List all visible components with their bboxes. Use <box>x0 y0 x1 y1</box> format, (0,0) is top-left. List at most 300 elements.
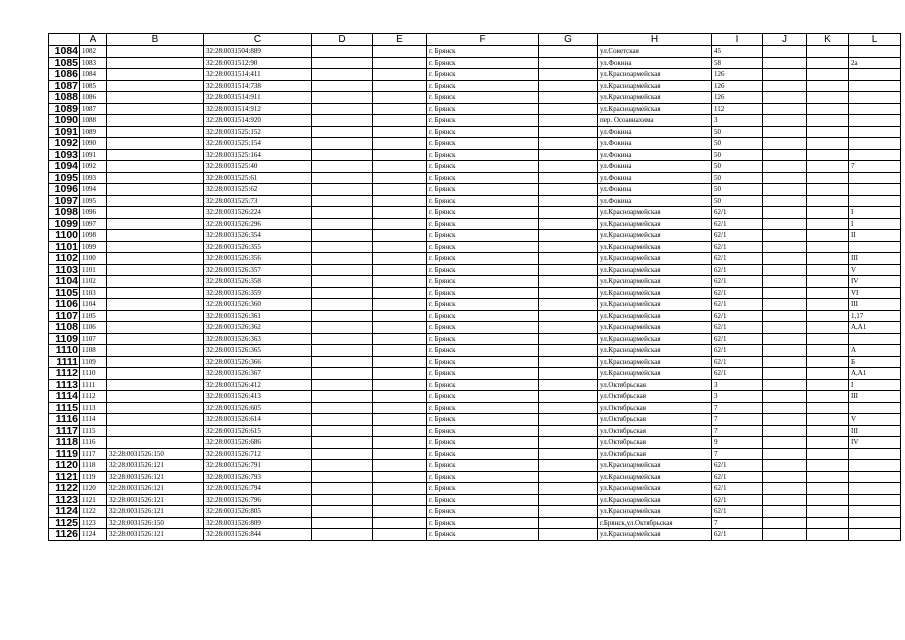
cell-l[interactable] <box>849 138 901 150</box>
cell-a[interactable]: 1112 <box>80 391 107 403</box>
cell-d[interactable] <box>312 517 373 529</box>
cell-j[interactable] <box>763 333 807 345</box>
cell-i[interactable]: 62/1 <box>712 345 763 357</box>
cell-k[interactable] <box>807 69 849 81</box>
cell-j[interactable] <box>763 529 807 541</box>
cell-b[interactable] <box>107 253 204 265</box>
cell-e[interactable] <box>373 483 427 495</box>
cell-a[interactable]: 1090 <box>80 138 107 150</box>
cell-h[interactable]: ул.Фокина <box>598 149 712 161</box>
cell-a[interactable]: 1122 <box>80 506 107 518</box>
cell-h[interactable]: ул.Красноармейская <box>598 253 712 265</box>
cell-l[interactable]: IV <box>849 437 901 449</box>
cell-l[interactable] <box>849 149 901 161</box>
cell-e[interactable] <box>373 345 427 357</box>
cell-c[interactable]: 32:28:0031514:411 <box>204 69 312 81</box>
cell-l[interactable] <box>849 195 901 207</box>
cell-a[interactable]: 1099 <box>80 241 107 253</box>
cell-j[interactable] <box>763 80 807 92</box>
cell-f[interactable]: г. Брянск <box>427 276 539 288</box>
cell-h[interactable]: ул.Красноармейская <box>598 310 712 322</box>
cell-a[interactable]: 1114 <box>80 414 107 426</box>
cell-e[interactable] <box>373 310 427 322</box>
cell-e[interactable] <box>373 218 427 230</box>
cell-k[interactable] <box>807 115 849 127</box>
cell-c[interactable]: 32:28:0031526:805 <box>204 506 312 518</box>
cell-b[interactable]: 32:28:0031526:121 <box>107 460 204 472</box>
cell-h[interactable]: ул.Красноармейская <box>598 80 712 92</box>
row-number[interactable]: 1115 <box>49 402 80 414</box>
cell-g[interactable] <box>539 460 598 472</box>
row-number[interactable]: 1125 <box>49 517 80 529</box>
cell-l[interactable] <box>849 172 901 184</box>
cell-d[interactable] <box>312 126 373 138</box>
cell-f[interactable]: г. Брянск <box>427 80 539 92</box>
cell-c[interactable]: 32:28:0031526:354 <box>204 230 312 242</box>
cell-a[interactable]: 1115 <box>80 425 107 437</box>
cell-c[interactable]: 32:28:0031526:605 <box>204 402 312 414</box>
cell-j[interactable] <box>763 471 807 483</box>
cell-k[interactable] <box>807 494 849 506</box>
cell-l[interactable]: I <box>849 207 901 219</box>
cell-d[interactable] <box>312 391 373 403</box>
cell-e[interactable] <box>373 448 427 460</box>
cell-i[interactable]: 62/1 <box>712 299 763 311</box>
row-number[interactable]: 1084 <box>49 46 80 58</box>
cell-b[interactable] <box>107 437 204 449</box>
cell-b[interactable] <box>107 241 204 253</box>
cell-h[interactable]: ул.Красноармейская <box>598 69 712 81</box>
cell-g[interactable] <box>539 483 598 495</box>
cell-j[interactable] <box>763 379 807 391</box>
row-number[interactable]: 1089 <box>49 103 80 115</box>
cell-g[interactable] <box>539 126 598 138</box>
cell-c[interactable]: 32:28:0031526:357 <box>204 264 312 276</box>
row-number[interactable]: 1086 <box>49 69 80 81</box>
column-header-f[interactable]: F <box>427 34 539 46</box>
cell-a[interactable]: 1116 <box>80 437 107 449</box>
cell-f[interactable]: г. Брянск <box>427 138 539 150</box>
cell-l[interactable]: IV <box>849 276 901 288</box>
cell-e[interactable] <box>373 195 427 207</box>
cell-e[interactable] <box>373 322 427 334</box>
cell-f[interactable]: г. Брянск <box>427 172 539 184</box>
cell-a[interactable]: 1101 <box>80 264 107 276</box>
cell-i[interactable]: 62/1 <box>712 506 763 518</box>
cell-e[interactable] <box>373 414 427 426</box>
cell-f[interactable]: г. Брянск <box>427 402 539 414</box>
cell-a[interactable]: 1119 <box>80 471 107 483</box>
cell-f[interactable]: г. Брянск <box>427 391 539 403</box>
cell-f[interactable]: г. Брянск <box>427 425 539 437</box>
row-number[interactable]: 1088 <box>49 92 80 104</box>
cell-k[interactable] <box>807 460 849 472</box>
cell-j[interactable] <box>763 195 807 207</box>
cell-b[interactable] <box>107 207 204 219</box>
cell-h[interactable]: ул.Красноармейская <box>598 471 712 483</box>
cell-i[interactable]: 62/1 <box>712 207 763 219</box>
cell-h[interactable]: ул.Октябрьская <box>598 425 712 437</box>
cell-b[interactable] <box>107 46 204 58</box>
cell-f[interactable]: г. Брянск <box>427 368 539 380</box>
cell-c[interactable]: 32:28:0031526:809 <box>204 517 312 529</box>
cell-d[interactable] <box>312 506 373 518</box>
cell-k[interactable] <box>807 253 849 265</box>
cell-a[interactable]: 1084 <box>80 69 107 81</box>
cell-i[interactable]: 62/1 <box>712 494 763 506</box>
cell-d[interactable] <box>312 161 373 173</box>
cell-d[interactable] <box>312 345 373 357</box>
cell-g[interactable] <box>539 184 598 196</box>
cell-c[interactable]: 32:28:0031526:367 <box>204 368 312 380</box>
cell-b[interactable]: 32:28:0031526:121 <box>107 483 204 495</box>
cell-a[interactable]: 1110 <box>80 368 107 380</box>
row-number[interactable]: 1111 <box>49 356 80 368</box>
cell-k[interactable] <box>807 448 849 460</box>
cell-g[interactable] <box>539 425 598 437</box>
cell-i[interactable]: 50 <box>712 184 763 196</box>
cell-d[interactable] <box>312 414 373 426</box>
cell-h[interactable]: ул.Октябрьская <box>598 414 712 426</box>
cell-h[interactable]: ул.Красноармейская <box>598 299 712 311</box>
cell-g[interactable] <box>539 230 598 242</box>
cell-c[interactable]: 32:28:0031525:154 <box>204 138 312 150</box>
cell-k[interactable] <box>807 126 849 138</box>
cell-d[interactable] <box>312 368 373 380</box>
cell-c[interactable]: 32:28:0031526:712 <box>204 448 312 460</box>
cell-f[interactable]: г. Брянск <box>427 57 539 69</box>
cell-k[interactable] <box>807 437 849 449</box>
cell-c[interactable]: 32:28:0031526:844 <box>204 529 312 541</box>
cell-h[interactable]: ул.Красноармейская <box>598 506 712 518</box>
cell-h[interactable]: ул.Фокина <box>598 195 712 207</box>
cell-c[interactable]: 32:28:0031514:738 <box>204 80 312 92</box>
cell-e[interactable] <box>373 138 427 150</box>
cell-b[interactable]: 32:28:0031526:150 <box>107 448 204 460</box>
cell-h[interactable]: пер. Осоавиахима <box>598 115 712 127</box>
cell-i[interactable]: 50 <box>712 172 763 184</box>
cell-g[interactable] <box>539 414 598 426</box>
cell-c[interactable]: 32:28:0031514:920 <box>204 115 312 127</box>
cell-c[interactable]: 32:28:0031526:361 <box>204 310 312 322</box>
cell-j[interactable] <box>763 356 807 368</box>
cell-l[interactable]: III <box>849 425 901 437</box>
row-number[interactable]: 1099 <box>49 218 80 230</box>
cell-d[interactable] <box>312 333 373 345</box>
cell-k[interactable] <box>807 517 849 529</box>
cell-b[interactable] <box>107 103 204 115</box>
cell-i[interactable]: 50 <box>712 149 763 161</box>
cell-h[interactable]: ул.Советская <box>598 46 712 58</box>
cell-e[interactable] <box>373 276 427 288</box>
row-number[interactable]: 1107 <box>49 310 80 322</box>
row-number[interactable]: 1096 <box>49 184 80 196</box>
cell-b[interactable] <box>107 333 204 345</box>
cell-b[interactable]: 32:28:0031526:121 <box>107 494 204 506</box>
cell-i[interactable]: 50 <box>712 161 763 173</box>
cell-i[interactable]: 62/1 <box>712 368 763 380</box>
column-header-h[interactable]: H <box>598 34 712 46</box>
cell-d[interactable] <box>312 230 373 242</box>
row-number[interactable]: 1090 <box>49 115 80 127</box>
cell-b[interactable] <box>107 172 204 184</box>
row-number[interactable]: 1105 <box>49 287 80 299</box>
cell-a[interactable]: 1107 <box>80 333 107 345</box>
cell-h[interactable]: ул.Октябрьская <box>598 379 712 391</box>
cell-l[interactable]: V <box>849 264 901 276</box>
cell-l[interactable] <box>849 115 901 127</box>
cell-l[interactable] <box>849 126 901 138</box>
cell-h[interactable]: ул.Красноармейская <box>598 218 712 230</box>
cell-l[interactable]: III <box>849 391 901 403</box>
cell-d[interactable] <box>312 322 373 334</box>
cell-h[interactable]: ул.Красноармейская <box>598 345 712 357</box>
cell-f[interactable]: г. Брянск <box>427 241 539 253</box>
cell-l[interactable] <box>849 402 901 414</box>
cell-e[interactable] <box>373 241 427 253</box>
cell-k[interactable] <box>807 264 849 276</box>
cell-e[interactable] <box>373 172 427 184</box>
cell-g[interactable] <box>539 322 598 334</box>
cell-l[interactable]: III <box>849 299 901 311</box>
cell-b[interactable] <box>107 218 204 230</box>
cell-c[interactable]: 32:28:0031526:793 <box>204 471 312 483</box>
cell-j[interactable] <box>763 57 807 69</box>
cell-k[interactable] <box>807 356 849 368</box>
cell-b[interactable] <box>107 345 204 357</box>
cell-f[interactable]: г. Брянск <box>427 46 539 58</box>
cell-b[interactable] <box>107 57 204 69</box>
cell-i[interactable]: 7 <box>712 517 763 529</box>
cell-g[interactable] <box>539 506 598 518</box>
cell-c[interactable]: 32:28:0031526:355 <box>204 241 312 253</box>
cell-a[interactable]: 1104 <box>80 299 107 311</box>
cell-f[interactable]: г. Брянск <box>427 333 539 345</box>
row-number[interactable]: 1100 <box>49 230 80 242</box>
cell-l[interactable]: III <box>849 253 901 265</box>
cell-b[interactable] <box>107 391 204 403</box>
cell-h[interactable]: ул.Фокина <box>598 126 712 138</box>
cell-e[interactable] <box>373 517 427 529</box>
cell-e[interactable] <box>373 253 427 265</box>
cell-d[interactable] <box>312 448 373 460</box>
cell-e[interactable] <box>373 264 427 276</box>
cell-l[interactable]: 1,17 <box>849 310 901 322</box>
cell-h[interactable]: г.Брянск,ул.Октябрьская <box>598 517 712 529</box>
cell-g[interactable] <box>539 57 598 69</box>
cell-f[interactable]: г. Брянск <box>427 494 539 506</box>
cell-a[interactable]: 1118 <box>80 460 107 472</box>
cell-l[interactable]: V <box>849 414 901 426</box>
cell-f[interactable]: г. Брянск <box>427 414 539 426</box>
cell-j[interactable] <box>763 506 807 518</box>
cell-j[interactable] <box>763 138 807 150</box>
cell-b[interactable] <box>107 264 204 276</box>
cell-k[interactable] <box>807 276 849 288</box>
cell-h[interactable]: ул.Красноармейская <box>598 241 712 253</box>
cell-g[interactable] <box>539 402 598 414</box>
cell-a[interactable]: 1111 <box>80 379 107 391</box>
cell-e[interactable] <box>373 506 427 518</box>
cell-h[interactable]: ул.Красноармейская <box>598 287 712 299</box>
cell-c[interactable]: 32:28:0031514:911 <box>204 92 312 104</box>
cell-k[interactable] <box>807 161 849 173</box>
cell-k[interactable] <box>807 103 849 115</box>
cell-l[interactable]: 2а <box>849 57 901 69</box>
cell-f[interactable]: г. Брянск <box>427 184 539 196</box>
cell-b[interactable] <box>107 402 204 414</box>
cell-e[interactable] <box>373 529 427 541</box>
cell-l[interactable] <box>849 471 901 483</box>
cell-g[interactable] <box>539 253 598 265</box>
column-header-j[interactable]: J <box>763 34 807 46</box>
cell-l[interactable] <box>849 494 901 506</box>
cell-h[interactable]: ул.Октябрьская <box>598 448 712 460</box>
cell-f[interactable]: г. Брянск <box>427 218 539 230</box>
cell-g[interactable] <box>539 310 598 322</box>
cell-k[interactable] <box>807 391 849 403</box>
cell-e[interactable] <box>373 230 427 242</box>
cell-e[interactable] <box>373 460 427 472</box>
cell-a[interactable]: 1113 <box>80 402 107 414</box>
cell-l[interactable]: II <box>849 230 901 242</box>
cell-k[interactable] <box>807 287 849 299</box>
cell-j[interactable] <box>763 172 807 184</box>
cell-f[interactable]: г. Брянск <box>427 126 539 138</box>
cell-i[interactable]: 62/1 <box>712 276 763 288</box>
row-number[interactable]: 1119 <box>49 448 80 460</box>
column-header-g[interactable]: G <box>539 34 598 46</box>
row-number[interactable]: 1118 <box>49 437 80 449</box>
cell-c[interactable]: 32:28:0031526:365 <box>204 345 312 357</box>
cell-e[interactable] <box>373 92 427 104</box>
cell-c[interactable]: 32:28:0031504:889 <box>204 46 312 58</box>
cell-j[interactable] <box>763 241 807 253</box>
cell-i[interactable]: 7 <box>712 414 763 426</box>
cell-d[interactable] <box>312 57 373 69</box>
cell-h[interactable]: ул.Красноармейская <box>598 483 712 495</box>
cell-b[interactable] <box>107 368 204 380</box>
cell-e[interactable] <box>373 184 427 196</box>
cell-e[interactable] <box>373 379 427 391</box>
cell-c[interactable]: 32:28:0031525:73 <box>204 195 312 207</box>
cell-g[interactable] <box>539 471 598 483</box>
cell-g[interactable] <box>539 138 598 150</box>
cell-g[interactable] <box>539 299 598 311</box>
row-number[interactable]: 1124 <box>49 506 80 518</box>
cell-f[interactable]: г. Брянск <box>427 379 539 391</box>
cell-b[interactable]: 32:28:0031526:150 <box>107 517 204 529</box>
cell-a[interactable]: 1120 <box>80 483 107 495</box>
cell-a[interactable]: 1103 <box>80 287 107 299</box>
cell-e[interactable] <box>373 69 427 81</box>
column-header-d[interactable]: D <box>312 34 373 46</box>
cell-k[interactable] <box>807 368 849 380</box>
cell-k[interactable] <box>807 345 849 357</box>
cell-f[interactable]: г. Брянск <box>427 322 539 334</box>
cell-k[interactable] <box>807 483 849 495</box>
cell-a[interactable]: 1102 <box>80 276 107 288</box>
cell-h[interactable]: ул.Красноармейская <box>598 92 712 104</box>
row-number[interactable]: 1109 <box>49 333 80 345</box>
cell-d[interactable] <box>312 287 373 299</box>
cell-b[interactable] <box>107 379 204 391</box>
row-number[interactable]: 1093 <box>49 149 80 161</box>
cell-b[interactable] <box>107 425 204 437</box>
cell-j[interactable] <box>763 517 807 529</box>
cell-f[interactable]: г. Брянск <box>427 460 539 472</box>
cell-c[interactable]: 32:28:0031512:90 <box>204 57 312 69</box>
cell-k[interactable] <box>807 57 849 69</box>
cell-a[interactable]: 1093 <box>80 172 107 184</box>
cell-g[interactable] <box>539 368 598 380</box>
cell-h[interactable]: ул.Красноармейская <box>598 356 712 368</box>
cell-a[interactable]: 1121 <box>80 494 107 506</box>
cell-j[interactable] <box>763 322 807 334</box>
cell-l[interactable]: 7 <box>849 161 901 173</box>
cell-k[interactable] <box>807 46 849 58</box>
cell-g[interactable] <box>539 345 598 357</box>
cell-l[interactable]: I <box>849 379 901 391</box>
cell-e[interactable] <box>373 425 427 437</box>
cell-b[interactable] <box>107 138 204 150</box>
cell-g[interactable] <box>539 264 598 276</box>
cell-k[interactable] <box>807 333 849 345</box>
cell-b[interactable] <box>107 92 204 104</box>
cell-f[interactable]: г. Брянск <box>427 253 539 265</box>
cell-f[interactable]: г. Брянск <box>427 517 539 529</box>
row-number[interactable]: 1116 <box>49 414 80 426</box>
cell-f[interactable]: г. Брянск <box>427 92 539 104</box>
cell-d[interactable] <box>312 218 373 230</box>
cell-c[interactable]: 32:28:0031525:152 <box>204 126 312 138</box>
cell-h[interactable]: ул.Красноармейская <box>598 322 712 334</box>
cell-j[interactable] <box>763 253 807 265</box>
cell-c[interactable]: 32:28:0031525:61 <box>204 172 312 184</box>
cell-f[interactable]: г. Брянск <box>427 230 539 242</box>
cell-c[interactable]: 32:28:0031526:224 <box>204 207 312 219</box>
cell-e[interactable] <box>373 437 427 449</box>
cell-j[interactable] <box>763 218 807 230</box>
cell-f[interactable]: г. Брянск <box>427 448 539 460</box>
cell-d[interactable] <box>312 276 373 288</box>
cell-g[interactable] <box>539 103 598 115</box>
row-number[interactable]: 1095 <box>49 172 80 184</box>
row-number[interactable]: 1087 <box>49 80 80 92</box>
cell-b[interactable] <box>107 322 204 334</box>
cell-d[interactable] <box>312 402 373 414</box>
cell-d[interactable] <box>312 471 373 483</box>
cell-f[interactable]: г. Брянск <box>427 299 539 311</box>
cell-b[interactable]: 32:28:0031526:121 <box>107 529 204 541</box>
cell-e[interactable] <box>373 333 427 345</box>
cell-i[interactable]: 58 <box>712 57 763 69</box>
cell-d[interactable] <box>312 103 373 115</box>
cell-d[interactable] <box>312 207 373 219</box>
row-number[interactable]: 1085 <box>49 57 80 69</box>
cell-d[interactable] <box>312 149 373 161</box>
cell-k[interactable] <box>807 92 849 104</box>
cell-i[interactable]: 45 <box>712 46 763 58</box>
cell-d[interactable] <box>312 80 373 92</box>
cell-i[interactable]: 50 <box>712 195 763 207</box>
cell-a[interactable]: 1082 <box>80 46 107 58</box>
cell-h[interactable]: ул.Красноармейская <box>598 529 712 541</box>
cell-d[interactable] <box>312 310 373 322</box>
cell-j[interactable] <box>763 494 807 506</box>
cell-i[interactable]: 62/1 <box>712 253 763 265</box>
cell-b[interactable] <box>107 299 204 311</box>
